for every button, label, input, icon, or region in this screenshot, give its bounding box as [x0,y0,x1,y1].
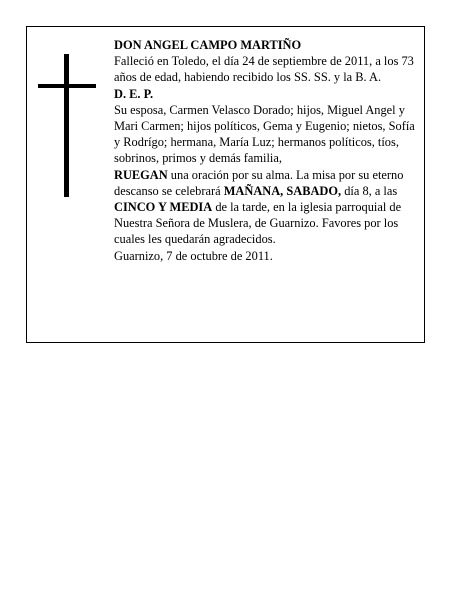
place-and-date: Guarnizo, 7 de octubre de 2011. [114,248,273,263]
obituary-text-block [114,37,419,264]
deceased-name: DON ANGEL CAMPO MARTIÑO [114,38,302,52]
mass-text-part-2: día 8, a las [341,183,398,198]
ruegan-text: RUEGAN [114,167,168,182]
family-list: Su esposa, Carmen Velasco Dorado; hijos, Miguel Angel y Mari Carmen; hijos políticos, Gema y Eugenio; nietos, Sofía y Rodrígo; hermana, María Luz; hermanos políticos, tíos, sobrinos, primos y demás familia, [114,102,415,166]
mass-day: MAÑANA, SABADO, [223,183,342,198]
cross-icon-vertical-bar [64,54,69,197]
rest-in-peace: D. E. P. [114,86,154,101]
cross-icon-horizontal-bar [38,84,96,88]
mass-text-part-3: de la tarde, en la iglesia parroquial de Nuestra Señora de Muslera, de Guarnizo. Favores por los cuales les quedarán agradecidos. [114,200,402,247]
mass-text-part-1: una oración por su alma. La misa por su eterno descanso se celebrará [114,167,404,198]
mass-time: CINCO Y MEDIA [114,200,213,215]
mass-announcement [114,167,419,248]
death-details: Falleció en Toledo, el día 24 de septiembre de 2011, a los 73 años de edad, habiendo recibido los SS. SS. y la B. A. [114,54,414,85]
